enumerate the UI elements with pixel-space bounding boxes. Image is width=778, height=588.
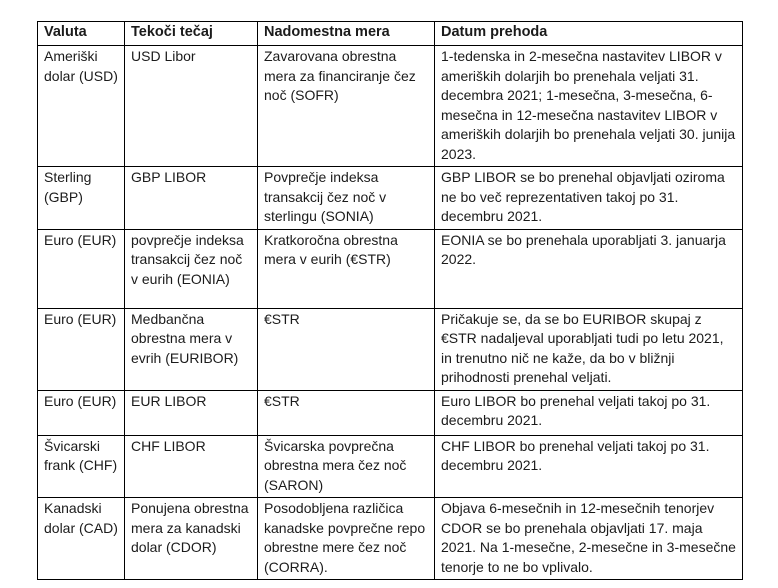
cell-tekoci-tecaj: povprečje indeksa transakcij čez noč v eurih (EONIA) xyxy=(125,229,258,308)
table-header-row xyxy=(38,22,743,46)
cell-nadomestna-mera: Zavarovana obrestna mera za financiranje čez noč (SOFR) xyxy=(258,46,435,167)
cell-nadomestna-mera: Posodobljena različica kanadske povprečne repo obrestne mere čez noč (CORRA). xyxy=(258,498,435,580)
cell-valuta: Kanadski dolar (CAD) xyxy=(38,498,125,580)
cell-datum-prehoda: EONIA se bo prenehala uporabljati 3. januarja 2022. xyxy=(435,229,743,308)
cell-datum-prehoda: CHF LIBOR bo prenehal veljati takoj po 31. decembru 2021. xyxy=(435,435,743,498)
cell-tekoci-tecaj: Medbančna obrestna mera v evrih (EURIBOR) xyxy=(125,308,258,390)
column-header-tekoci-tecaj: Tekoči tečaj xyxy=(125,22,258,46)
cell-valuta: Švicarski frank (CHF) xyxy=(38,435,125,498)
cell-valuta: Sterling (GBP) xyxy=(38,167,125,230)
cell-datum-prehoda: 1-tedenska in 2-mesečna nastavitev LIBOR v ameriških dolarjih bo prenehala veljati 31. decembra 2021; 1-mesečna, 3-mesečna, 6-mesečna in 12-mesečna nastavitev LIBOR v ameriških dolarjih bo prenehala veljati 30. junija 2023. xyxy=(435,46,743,167)
cell-tekoci-tecaj: EUR LIBOR xyxy=(125,390,258,435)
cell-datum-prehoda: Pričakuje se, da se bo EURIBOR skupaj z €STR nadaljeval uporabljati tudi po letu 2021, in trenutno nič ne kaže, da bo v bližnji prihodnosti prenehal veljati. xyxy=(435,308,743,390)
cell-tekoci-tecaj: GBP LIBOR xyxy=(125,167,258,230)
table-row xyxy=(38,46,743,167)
table-row xyxy=(38,390,743,435)
column-header-valuta: Valuta xyxy=(38,22,125,46)
cell-nadomestna-mera: €STR xyxy=(258,390,435,435)
table-row xyxy=(38,435,743,498)
benchmark-transition-table xyxy=(37,21,743,580)
column-header-nadomestna-mera: Nadomestna mera xyxy=(258,22,435,46)
cell-valuta: Euro (EUR) xyxy=(38,308,125,390)
cell-nadomestna-mera: Švicarska povprečna obrestna mera čez noč (SARON) xyxy=(258,435,435,498)
cell-datum-prehoda: Euro LIBOR bo prenehal veljati takoj po 31. decembru 2021. xyxy=(435,390,743,435)
cell-datum-prehoda: Objava 6-mesečnih in 12-mesečnih tenorjev CDOR se bo prenehala objavljati 17. maja 2021. Na 1-mesečne, 2-mesečne in 3-mesečne tenorje to ne bo vplivalo. xyxy=(435,498,743,580)
column-header-datum-prehoda: Datum prehoda xyxy=(435,22,743,46)
table-row xyxy=(38,167,743,230)
cell-tekoci-tecaj: CHF LIBOR xyxy=(125,435,258,498)
table-row xyxy=(38,498,743,580)
cell-tekoci-tecaj: USD Libor xyxy=(125,46,258,167)
cell-tekoci-tecaj: Ponujena obrestna mera za kanadski dolar (CDOR) xyxy=(125,498,258,580)
cell-valuta: Euro (EUR) xyxy=(38,390,125,435)
cell-valuta: Euro (EUR) xyxy=(38,229,125,308)
table-row xyxy=(38,308,743,390)
cell-nadomestna-mera: Kratkoročna obrestna mera v eurih (€STR) xyxy=(258,229,435,308)
cell-nadomestna-mera: €STR xyxy=(258,308,435,390)
table-row xyxy=(38,229,743,308)
cell-nadomestna-mera: Povprečje indeksa transakcij čez noč v sterlingu (SONIA) xyxy=(258,167,435,230)
cell-datum-prehoda: GBP LIBOR se bo prenehal objavljati oziroma ne bo več reprezentativen takoj po 31. decembru 2021. xyxy=(435,167,743,230)
cell-valuta: Ameriški dolar (USD) xyxy=(38,46,125,167)
